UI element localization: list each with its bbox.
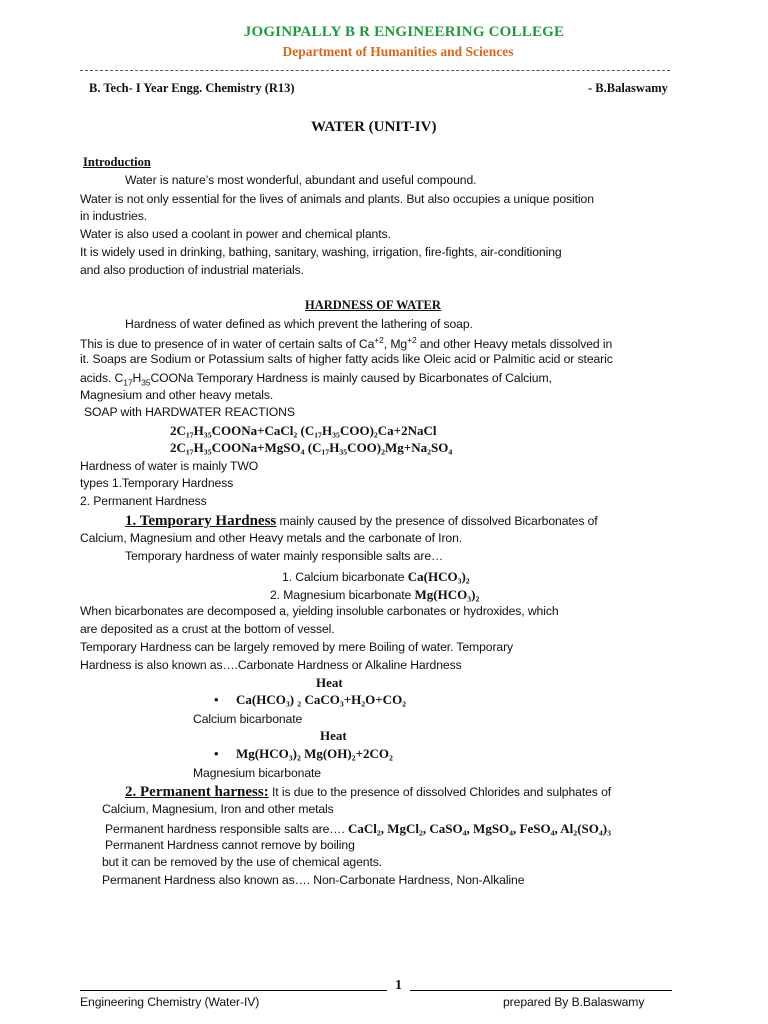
permanent-line: Permanent Hardness also known as…. Non-Carbonate Hardness, Non-Alkaline xyxy=(102,873,525,887)
mg-charge: +2 xyxy=(407,335,417,345)
equation-magnesium-name: Magnesium bicarbonate xyxy=(193,766,321,780)
course-line: B. Tech- I Year Engg. Chemistry (R13) xyxy=(89,81,295,95)
temporary-salt-2 xyxy=(270,586,479,604)
bullet-icon: • xyxy=(214,692,219,707)
intro-line: in industries. xyxy=(80,209,148,223)
footer-left: Engineering Chemistry (Water-IV) xyxy=(80,995,260,1009)
college-name: JOGINPALLY B R ENGINEERING COLLEGE xyxy=(243,24,565,40)
temporary-heading: 1. Temporary Hardness xyxy=(125,513,277,529)
bullet-icon: • xyxy=(214,746,219,761)
intro-line: Water is not only essential for the lives of animals and plants. But also occupies a unique position xyxy=(80,192,594,206)
acids-subscript: 35 xyxy=(141,377,151,388)
hardness-definition: Hardness of water defined as which prevent the lathering of soap. xyxy=(125,317,473,331)
presence-text: This is due to presence of in water of certain salts of Ca xyxy=(80,337,375,352)
equation-calcium: Ca(HCO₃) ₂ CaCO₃+H₂O+CO₂ xyxy=(236,692,407,707)
temporary-salt-1 xyxy=(282,568,470,586)
page-title: WATER (UNIT-IV) xyxy=(311,119,437,135)
decomposition-line: When bicarbonates are decomposed a, yielding insoluble carbonates or hydroxides, which xyxy=(80,604,559,618)
acids-text: COONa Temporary Hardness is mainly caused by Bicarbonates of Calcium, xyxy=(150,371,552,385)
presence-text: and other Heavy metals dissolved in xyxy=(416,337,613,352)
acids-subscript: 17 xyxy=(123,377,133,388)
permanent-intro xyxy=(125,783,611,801)
acids-line xyxy=(80,371,694,387)
acids-text: acids. C xyxy=(80,371,124,385)
ca-charge: +2 xyxy=(374,335,384,345)
header-divider xyxy=(80,70,670,71)
temporary-desc-2: Calcium, Magnesium and other Heavy metals and the carbonate of Iron. xyxy=(80,531,463,545)
permanent-line: but it can be removed by the use of chemical agents. xyxy=(102,855,383,869)
types-line: 2. Permanent Hardness xyxy=(80,494,207,508)
intro-line: Water is also used a coolant in power and chemical plants. xyxy=(80,227,391,241)
permanent-desc: It is due to the presence of dissolved Chlorides and sulphates of xyxy=(268,785,612,799)
salts-label: Permanent hardness responsible salts are…. xyxy=(105,822,348,836)
temporary-salts-intro: Temporary hardness of water mainly responsible salts are… xyxy=(125,549,444,563)
permanent-heading: 2. Permanent harness: xyxy=(125,784,269,800)
acids-text: H xyxy=(132,371,142,385)
intro-line: It is widely used in drinking, bathing, sanitary, washing, irrigation, fire-fights, air-conditioning xyxy=(80,245,562,259)
decomposition-line: are deposited as a crust at the bottom of vessel. xyxy=(80,622,335,636)
acids-line-2: Magnesium and other heavy metals. xyxy=(80,388,274,402)
salt-formula: Mg(HCO₃)₂ xyxy=(414,587,480,602)
footer-right: prepared By B.Balaswamy xyxy=(503,995,645,1009)
intro-line: Water is nature’s most wonderful, abundant and useful compound. xyxy=(125,173,477,187)
temporary-intro xyxy=(125,512,598,530)
presence-text: , Mg xyxy=(383,337,408,352)
permanent-desc-2: Calcium, Magnesium, Iron and other metals xyxy=(102,802,334,816)
hardness-heading: HARDNESS OF WATER xyxy=(305,298,441,312)
equation-magnesium: Mg(HCO₃)₂ Mg(OH)₂+2CO₂ xyxy=(236,746,393,761)
soaps-line: it. Soaps are Sodium or Potassium salts of higher fatty acids like Oleic acid or Palmitic acid or stearic xyxy=(80,352,613,366)
soap-reaction-2: 2C₁₇H₃₅COONa+MgSO₄ (C₁₇H₃₅COO)₂Mg+Na₂SO₄ xyxy=(170,440,453,455)
author-line: - B.Balaswamy xyxy=(588,81,668,95)
removal-line: Temporary Hardness can be largely removed by mere Boiling of water. Temporary xyxy=(80,640,514,654)
intro-line: and also production of industrial materials. xyxy=(80,263,304,277)
hardness-presence xyxy=(80,335,612,351)
page-number: 1 xyxy=(395,978,402,993)
removal-line: Hardness is also known as….Carbonate Hardness or Alkaline Hardness xyxy=(80,658,462,672)
intro-heading: Introduction xyxy=(83,155,151,169)
equation-calcium-name: Calcium bicarbonate xyxy=(193,712,303,726)
salt-formula: Ca(HCO₃)₂ xyxy=(407,569,470,584)
footer-rule-left xyxy=(80,990,387,991)
salts-formulas: CaCl₂, MgCl₂, CaSO₄, MgSO₄, FeSO₄, Al₂(SO₄)₃ xyxy=(347,821,611,836)
types-line: types 1.Temporary Hardness xyxy=(80,476,234,490)
soap-reactions-label: SOAP with HARDWATER REACTIONS xyxy=(84,405,295,419)
footer-rule-right xyxy=(410,990,672,991)
heat-label: Heat xyxy=(320,728,347,743)
temporary-desc: mainly caused by the presence of dissolved Bicarbonates of xyxy=(276,514,598,528)
heat-label: Heat xyxy=(316,675,343,690)
permanent-line: Permanent Hardness cannot remove by boiling xyxy=(105,838,355,852)
types-line: Hardness of water is mainly TWO xyxy=(80,459,259,473)
soap-reaction-1: 2C₁₇H₃₅COONa+CaCl₂ (C₁₇H₃₅COO)₂Ca+2NaCl xyxy=(170,423,437,438)
salt-label: 2. Magnesium bicarbonate xyxy=(270,588,415,602)
salt-label: 1. Calcium bicarbonate xyxy=(282,570,408,584)
department-name: Department of Humanities and Sciences xyxy=(282,44,514,59)
permanent-salts xyxy=(105,820,611,838)
